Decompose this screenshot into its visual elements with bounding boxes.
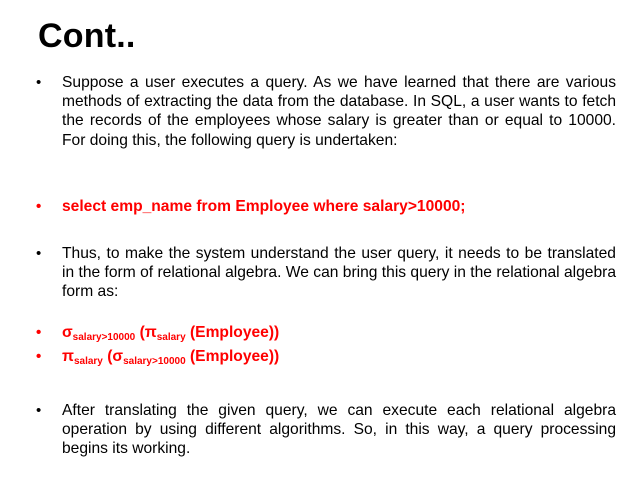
expression-rest: (Employee)) [185,348,280,365]
slide-title: Cont.. [38,17,136,55]
relational-expression-2 [62,347,616,366]
pi-open: (π [135,324,157,341]
paragraph-conclusion: After translating the given query, we can execute each relational algebra operation by using different algorithms. So, in this way, a query processing begins its working. [62,402,616,458]
sigma-symbol: σ [62,324,73,341]
paragraph-translation: Thus, to make the system understand the user query, it needs to be translated in the form of relational algebra. We can bring this query in the relational algebra form as: [62,245,616,301]
pi-subscript: salary [73,356,103,367]
bullet-dot-icon: • [36,74,42,91]
expression-rest: (Employee)) [185,324,280,341]
bullet-item-translation [36,244,616,302]
pi-symbol: π [62,348,74,365]
bullet-dot-icon: • [36,198,42,215]
bullet-item-query-intro [36,73,616,150]
sql-query-text: select emp_name from Employee where salary>10000; [62,198,466,215]
relational-expression-1 [62,323,616,342]
bullet-dot-icon: • [36,245,42,262]
bullet-item-expression-1 [36,323,616,342]
bullet-dot-icon: • [36,402,42,419]
sigma-subscript: salary>10000 [123,356,186,367]
paragraph-query-intro: Suppose a user executes a query. As we have learned that there are various methods of extracting the data from the database. In SQL, a user wants to fetch the records of the employees whose salary is greater than or equal to 10000. For doing this, the following query is undertaken: [62,74,616,149]
pi-subscript: salary [156,332,186,343]
bullet-item-conclusion [36,401,616,459]
sigma-open: (σ [102,348,124,365]
bullet-dot-icon: • [36,348,42,365]
bullet-item-sql-query [36,197,616,216]
bullet-dot-icon: • [36,324,42,341]
sigma-subscript: salary>10000 [72,332,136,343]
bullet-item-expression-2 [36,347,616,366]
